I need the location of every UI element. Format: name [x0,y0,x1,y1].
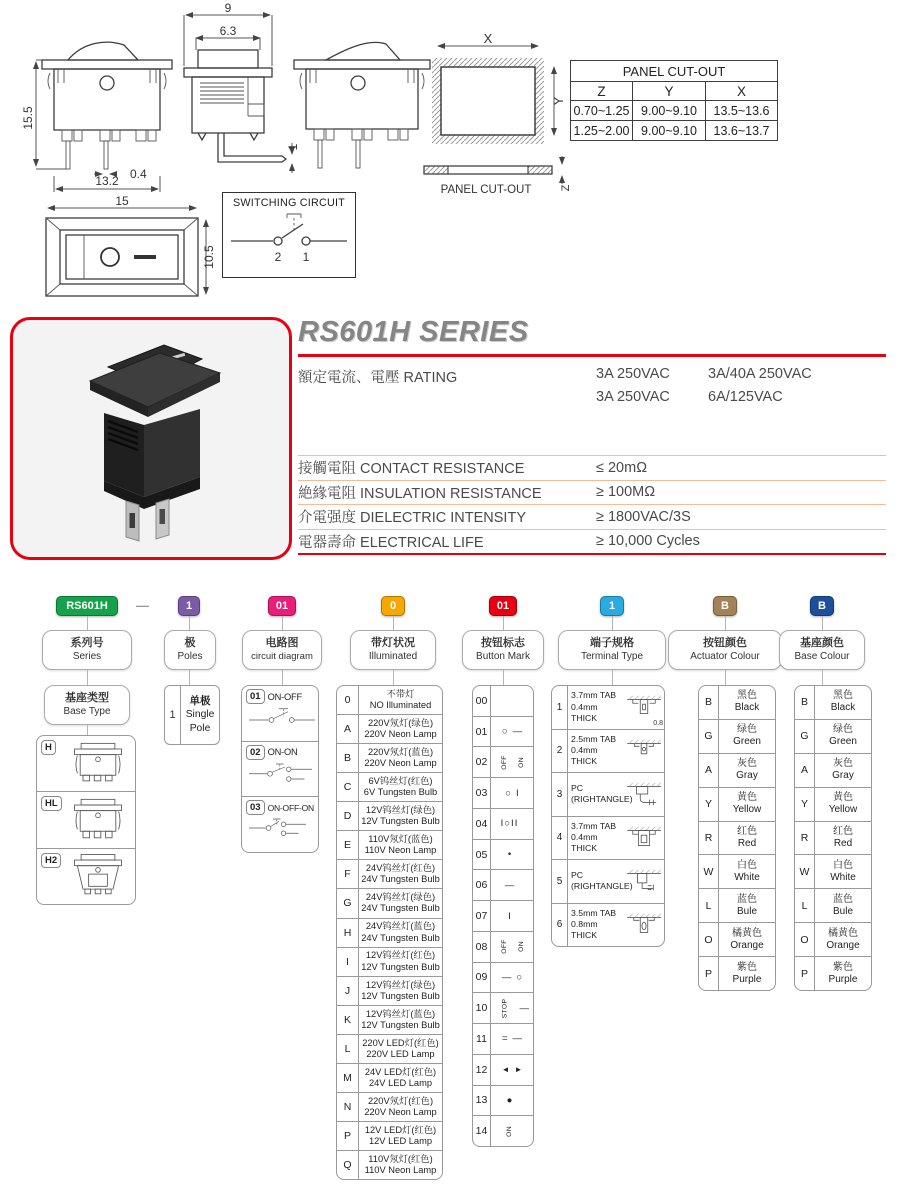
svg-text:0.4: 0.4 [130,167,147,181]
actuator-colour-table [698,685,776,991]
illuminated-row: D 12V钨丝灯(绿色) 12V Tungsten Bulb [337,802,442,831]
base-colour-row: A 灰色 Gray [795,754,871,788]
code-badge-circuit: 01 [268,596,296,616]
svg-text:15.5: 15.5 [21,106,35,130]
base-type-row-h2: H2 [37,849,135,904]
terminal-glyph-tab [625,824,663,852]
base-type-row-h: H [37,736,135,792]
actuator-colour-row: Y 黄色 Yellow [699,788,775,822]
illuminated-row: 0 不带灯 NO Illuminated [337,686,442,715]
category-poles: 极 Poles [164,630,216,670]
switching-circuit-box [222,192,356,278]
category-button-mark: 按钮标志 Button Mark [462,630,544,670]
category-base-colour: 基座颜色 Base Colour [779,630,865,670]
red-divider [298,354,886,357]
illuminated-row: H 24V钨丝灯(蓝色) 24V Tungsten Bulb [337,919,442,948]
svg-text:Y: Y [551,96,566,106]
switching-circuit-diagram [223,209,353,267]
base-colour-row: W 白色 White [795,855,871,889]
base-colour-row: R 红色 Red [795,822,871,856]
switch-glyph-hl [68,797,128,843]
terminal-glyph-tab [625,693,663,721]
illuminated-row: B 220V氖灯(蓝色) 220V Neon Lamp [337,744,442,773]
base-type-box: 基座类型 Base Type [44,685,130,725]
cutout-table-title: PANEL CUT-OUT [571,61,778,82]
button-mark-row: 05 • [473,840,533,871]
rating-label: 額定電流、電壓 RATING [298,370,458,386]
actuator-colour-row: O 橘黄色 Orange [699,923,775,957]
button-mark-row: 12 ◄ ► [473,1055,533,1086]
actuator-colour-row: R 红色 Red [699,822,775,856]
base-colour-table [794,685,872,991]
base-colour-row: B 黑色 Black [795,686,871,720]
illuminated-row: E 110V氖灯(蓝色) 110V Neon Lamp [337,831,442,860]
base-colour-row: O 橘黄色 Orange [795,923,871,957]
panel-strip-drawing [420,156,580,202]
button-mark-row: 01 ○ — [473,717,533,748]
code-badge-terminal: 1 [600,596,624,616]
circuit-glyph-onoffon [246,815,318,841]
side-view-drawing [168,1,300,182]
illuminated-row: J 12V钨丝灯(绿色) 12V Tungsten Bulb [337,977,442,1006]
illuminated-row: K 12V钨丝灯(蓝色) 12V Tungsten Bulb [337,1006,442,1035]
cutout-row: 1.25~2.00 9.00~9.10 13.6~13.7 [571,121,778,141]
connector-line [612,670,613,685]
spec-row: 絶緣電阻 INSULATION RESISTANCE ≥ 100MΩ [298,480,886,505]
button-mark-row: 08 OFF ON [473,932,533,963]
code-badge-buttonmark: 01 [489,596,517,616]
switching-circuit-title: SWITCHING CIRCUIT [233,197,345,209]
connector-line [503,616,504,630]
button-mark-row: 02 OFF ON [473,747,533,778]
illuminated-row: L 220V LED灯(红色) 220V LED Lamp [337,1035,442,1064]
connector-line [189,670,190,685]
poles-table: 1 单极 Single Pole [164,685,220,745]
base-type-table [36,735,136,905]
base-colour-row: G 绿色 Green [795,720,871,754]
series-title: RS601H SERIES [298,316,529,348]
svg-text:1: 1 [302,250,310,264]
svg-text:PANEL CUT-OUT: PANEL CUT-OUT [440,184,532,196]
connector-line [393,670,394,685]
base-type-row-hl: HL [37,792,135,848]
terminal-row: 6 3.5mm TAB 0.8mm THICK [552,904,664,947]
button-mark-row: 06 — [473,870,533,901]
svg-text:X: X [483,31,493,46]
panel-cutout-drawing [424,31,574,156]
code-badge-illuminated: 0 [381,596,405,616]
connector-line [393,616,394,630]
svg-text:1: 1 [286,143,300,151]
actuator-colour-row: A 灰色 Gray [699,754,775,788]
button-mark-row: 00 [473,686,533,717]
cutout-row: 0.70~1.25 9.00~9.10 13.5~13.6 [571,101,778,121]
cutout-col-z: Z [571,82,633,101]
cutout-col-y: Y [633,82,706,101]
terminal-glyph-rightangle [625,867,663,895]
circuit-row-onoffon: 03 ON-OFF-ON [242,797,318,852]
connector-line [282,670,283,685]
switch-glyph-h [68,741,128,787]
code-dash: — [136,598,149,613]
terminal-type-table [551,685,665,947]
actuator-colour-row: P 紫色 Purple [699,957,775,990]
svg-text:9: 9 [224,1,232,15]
svg-text:Z: Z [560,184,572,192]
rating-value: 6A/125VAC [708,389,783,405]
category-illuminated: 带灯状况 Illuminated [350,630,436,670]
circuit-diagram-table [241,685,319,853]
connector-line [725,616,726,630]
terminal-row: 5 PC (RIGHTANGLE) [552,860,664,904]
svg-text:2: 2 [274,250,282,264]
illuminated-table [336,685,443,1180]
rating-values [596,366,812,405]
panel-cutout-table [570,60,778,141]
terminal-glyph-rightangle [625,780,663,808]
illuminated-row: A 220V氖灯(绿色) 220V Neon Lamp [337,715,442,744]
connector-line [822,616,823,630]
rating-value: 3A 250VAC [596,389,670,405]
svg-text:15: 15 [115,194,129,208]
spec-row: 接觸電阻 CONTACT RESISTANCE ≤ 20mΩ [298,455,886,480]
terminal-glyph-tab [625,737,663,765]
rocker-switch-photo [56,329,246,549]
connector-line [822,670,823,685]
spec-row: 電器壽命 ELECTRICAL LIFE ≥ 10,000 Cycles [298,529,886,554]
actuator-colour-row: B 黑色 Black [699,686,775,720]
terminal-row: 4 3.7mm TAB 0.4mm THICK [552,817,664,861]
switch-glyph-h2 [68,852,128,900]
illuminated-row: Q 110V氖灯(红色) 110V Neon Lamp [337,1151,442,1179]
code-badge-actuator: B [713,596,737,616]
svg-text:6.3: 6.3 [219,24,237,38]
base-colour-row: Y 黄色 Yellow [795,788,871,822]
illuminated-row: C 6V钨丝灯(红色) 6V Tungsten Bulb [337,773,442,802]
circuit-glyph-onoff [246,704,318,730]
svg-text:13.2: 13.2 [95,174,119,188]
button-mark-row: 14 ON [473,1116,533,1146]
actuator-colour-row: G 绿色 Green [699,720,775,754]
connector-line [189,616,190,630]
button-mark-table [472,685,534,1147]
connector-line [725,670,726,685]
circuit-glyph-onon [246,760,318,786]
terminal-row: 1 3.7mm TAB 0.4mm THICK 0.8 [552,686,664,730]
spec-table [298,455,886,555]
code-badge-series: RS601H [56,596,118,616]
illuminated-row: M 24V LED灯(红色) 24V LED Lamp [337,1064,442,1093]
button-mark-row: 04 I○II [473,809,533,840]
connector-line [282,616,283,630]
rating-value: 3A 250VAC [596,366,670,382]
front-view-mirrored-drawing [286,28,438,173]
category-circuit-diagram: 电路图 circuit diagram [242,630,322,670]
button-mark-row: 09 — ○ [473,963,533,994]
base-colour-row: L 蓝色 Bule [795,889,871,923]
actuator-colour-row: L 蓝色 Bule [699,889,775,923]
cutout-col-x: X [706,82,778,101]
connector-line [87,670,88,685]
spec-row: 介電强度 DIELECTRIC INTENSITY ≥ 1800VAC/3S [298,504,886,529]
button-mark-row: 10 STOP — [473,993,533,1024]
button-mark-row: 13 ● [473,1086,533,1117]
code-badge-base: B [810,596,834,616]
terminal-glyph-tab [625,911,663,939]
category-actuator-colour: 按钮颜色 Actuator Colour [668,630,782,670]
connector-line [612,616,613,630]
face-view-drawing [34,196,216,306]
circuit-row-onon: 02 ON-ON [242,742,318,798]
product-photo-frame [10,317,292,560]
series-info-section [298,316,886,555]
circuit-row-onoff: 01 ON-OFF [242,686,318,742]
illuminated-row: P 12V LED灯(红色) 12V LED Lamp [337,1122,442,1151]
svg-text:10.5: 10.5 [202,245,216,269]
connector-line [503,670,504,685]
connector-line [87,725,88,735]
category-series: 系列号 Series [42,630,132,670]
illuminated-row: F 24V钨丝灯(红色) 24V Tungsten Bulb [337,860,442,889]
terminal-row: 3 PC (RIGHTANGLE) [552,773,664,817]
terminal-row: 2 2.5mm TAB 0.4mm THICK [552,730,664,774]
category-terminal-type: 端子规格 Terminal Type [558,630,666,670]
button-mark-row: 03 ○ I [473,778,533,809]
button-mark-row: 07 I [473,901,533,932]
rating-value: 3A/40A 250VAC [708,366,812,382]
connector-line [87,616,88,630]
button-mark-row: 11 = — [473,1024,533,1055]
code-badge-poles: 1 [178,596,200,616]
illuminated-row: G 24V钨丝灯(绿色) 24V Tungsten Bulb [337,889,442,918]
actuator-colour-row: W 白色 White [699,855,775,889]
illuminated-row: I 12V钨丝灯(红色) 12V Tungsten Bulb [337,948,442,977]
rating-block [298,366,886,405]
illuminated-row: N 220V氖灯(红色) 220V Neon Lamp [337,1093,442,1122]
base-colour-row: P 紫色 Purple [795,957,871,990]
